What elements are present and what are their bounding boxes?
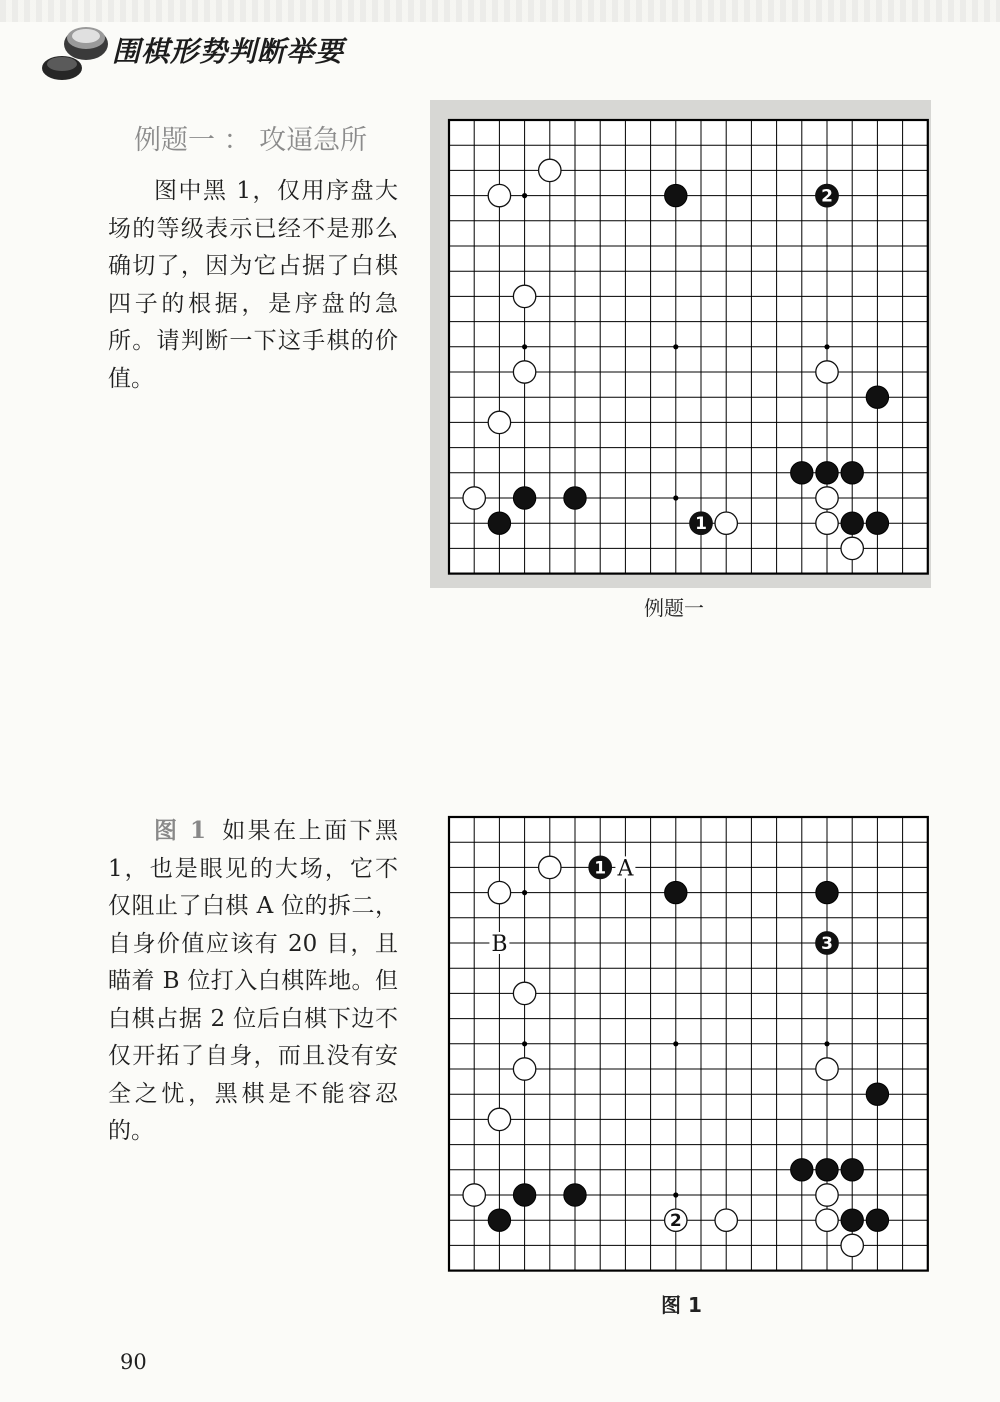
black-stone [488, 512, 510, 534]
go-board-example [430, 100, 931, 588]
move-number-label: 2 [821, 186, 833, 207]
white-stone [463, 487, 485, 509]
figure1-text [108, 812, 398, 1151]
go-board-figure1 [430, 800, 931, 1280]
black-stone [866, 386, 888, 408]
white-stone [816, 361, 838, 383]
black-stone [791, 1159, 813, 1181]
white-stone [539, 856, 561, 878]
black-stone [665, 881, 687, 903]
black-stone [816, 881, 838, 903]
white-stone [715, 512, 737, 534]
white-stone [816, 512, 838, 534]
white-stone [539, 159, 561, 181]
white-stone [488, 1108, 510, 1130]
white-stone [488, 411, 510, 433]
figure1-board-caption: 图 1 [661, 1293, 702, 1317]
move-number-label: 3 [821, 934, 833, 954]
white-stone [513, 982, 535, 1004]
page-number: 90 [120, 1350, 147, 1374]
top-decorative-band [0, 0, 1000, 22]
example-heading: 例题一 ： 攻逼急所 [134, 125, 368, 156]
white-stone [816, 1058, 838, 1080]
black-stone [816, 1159, 838, 1181]
figure1-label: 图 1 [154, 817, 206, 844]
star-point [673, 495, 678, 500]
black-stone [841, 1209, 863, 1231]
white-stone [513, 361, 535, 383]
white-stone [816, 1184, 838, 1206]
example-text: 图中黑 1，仅用序盘大场的等级表示已经不是那么确切了，因为它占据了白棋四子的根据，是序盘的急所。请判断一下这手棋的价值。 [108, 178, 398, 392]
black-stone [665, 184, 687, 206]
white-stone [513, 285, 535, 307]
star-point [824, 344, 829, 349]
star-point [522, 1041, 527, 1046]
move-number-label: 1 [695, 514, 707, 535]
black-stone [564, 1184, 586, 1206]
black-stone [866, 512, 888, 534]
white-stone [841, 537, 863, 559]
book-title: 围棋形势判断举要 [112, 35, 345, 68]
go-board-example-svg [430, 100, 931, 588]
move-number-label: 1 [594, 858, 607, 879]
black-stone [513, 1184, 535, 1206]
black-stone [841, 512, 863, 534]
black-stone [513, 487, 535, 509]
white-stone [513, 1058, 535, 1080]
position-letter-label: A [617, 856, 634, 882]
black-stone [866, 1083, 888, 1105]
black-stone [564, 487, 586, 509]
position-letter-label: B [491, 932, 508, 957]
white-stone [488, 881, 510, 903]
star-point [673, 1041, 678, 1046]
white-stone [463, 1184, 485, 1206]
go-bowl-logo-icon [40, 16, 110, 82]
go-board-figure1-svg [430, 800, 931, 1280]
black-stone [841, 462, 863, 484]
star-point [522, 890, 527, 895]
white-stone [715, 1209, 737, 1231]
black-stone [488, 1209, 510, 1231]
move-number-label: 2 [669, 1211, 682, 1232]
black-stone [791, 462, 813, 484]
white-stone [816, 487, 838, 509]
star-point [824, 1041, 829, 1046]
black-stone [816, 462, 838, 484]
star-point [673, 1192, 678, 1197]
star-point [522, 344, 527, 349]
star-point [522, 193, 527, 198]
black-stone [866, 1209, 888, 1231]
figure1-body: 如果在上面下黑 1，也是眼见的大场，它不仅阻止了白棋 A 位的拆二，自身价值应该有 20 目，且瞄着 B 位打入白棋阵地。但白棋占据 2 位后白棋下边不仅开拓了自身，而且没有安全之忧，黑棋是不能容忍的。 [108, 818, 399, 1144]
white-stone [841, 1234, 863, 1256]
star-point [673, 344, 678, 349]
black-stone [841, 1159, 863, 1181]
white-stone [488, 184, 510, 206]
example-board-caption: 例题一 [644, 596, 704, 620]
white-stone [816, 1209, 838, 1231]
